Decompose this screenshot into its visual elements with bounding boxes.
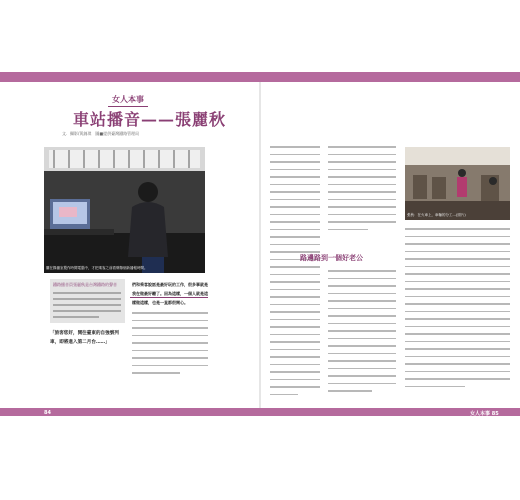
article-title: 車站播音——張麗秋: [73, 110, 227, 129]
sidebar-text-line: [53, 310, 121, 312]
sidebar-quote-box: [50, 279, 125, 323]
page-gutter: [259, 82, 261, 408]
photo-train-interior-illustration: [405, 147, 510, 220]
body-column-right-3: [405, 228, 510, 393]
photo-train-caption: 張秋：在火車上，車輛的分工…(照片): [407, 213, 466, 217]
photo-train-interior: [405, 147, 510, 220]
body-column-right-2: [328, 146, 396, 236]
photo-broadcaster-illustration: [44, 147, 205, 273]
photo-broadcaster-caption: 攝在錄播室製作時間電腦中，才把乘客之前看牌錄個新播報時間。: [46, 266, 148, 270]
section-kicker: 女人本事: [108, 94, 148, 107]
body-column-right-2b: [328, 270, 396, 398]
section-subhead: 路邊路到一個好老公: [300, 254, 363, 262]
sidebar-text-line: [53, 298, 121, 300]
pull-quote: 們和乘客說話是最好玩的工作，很多事就是我在做最好聽了。因為這樣，一個人就是這樣做這樣，也是一直都很開心。: [132, 282, 208, 305]
body-column-left-page: [132, 312, 208, 380]
body-column-right-1: [270, 146, 320, 401]
sidebar-text-line: [53, 316, 99, 318]
pull-quote-rule: [130, 297, 208, 298]
sidebar-text-line: [53, 292, 121, 294]
article-byline: 文．攝影/黃錦琪 圖■提供臺灣鐵路管理局: [62, 131, 140, 136]
sidebar-quote-title: 鐵路播音員張麗秋是台灣鐵路的聲音: [53, 282, 117, 287]
top-accent-band: [0, 72, 520, 82]
photo-broadcaster: [44, 147, 205, 273]
page-number-left: 84: [44, 410, 51, 416]
page-number-right: 女人本事 85: [470, 411, 499, 417]
opening-paragraph: 「旅客您好，開往臺東的自強號列車，即將進入第二月台……」: [50, 331, 119, 345]
sidebar-text-line: [53, 304, 121, 306]
bottom-accent-band: [0, 408, 520, 416]
